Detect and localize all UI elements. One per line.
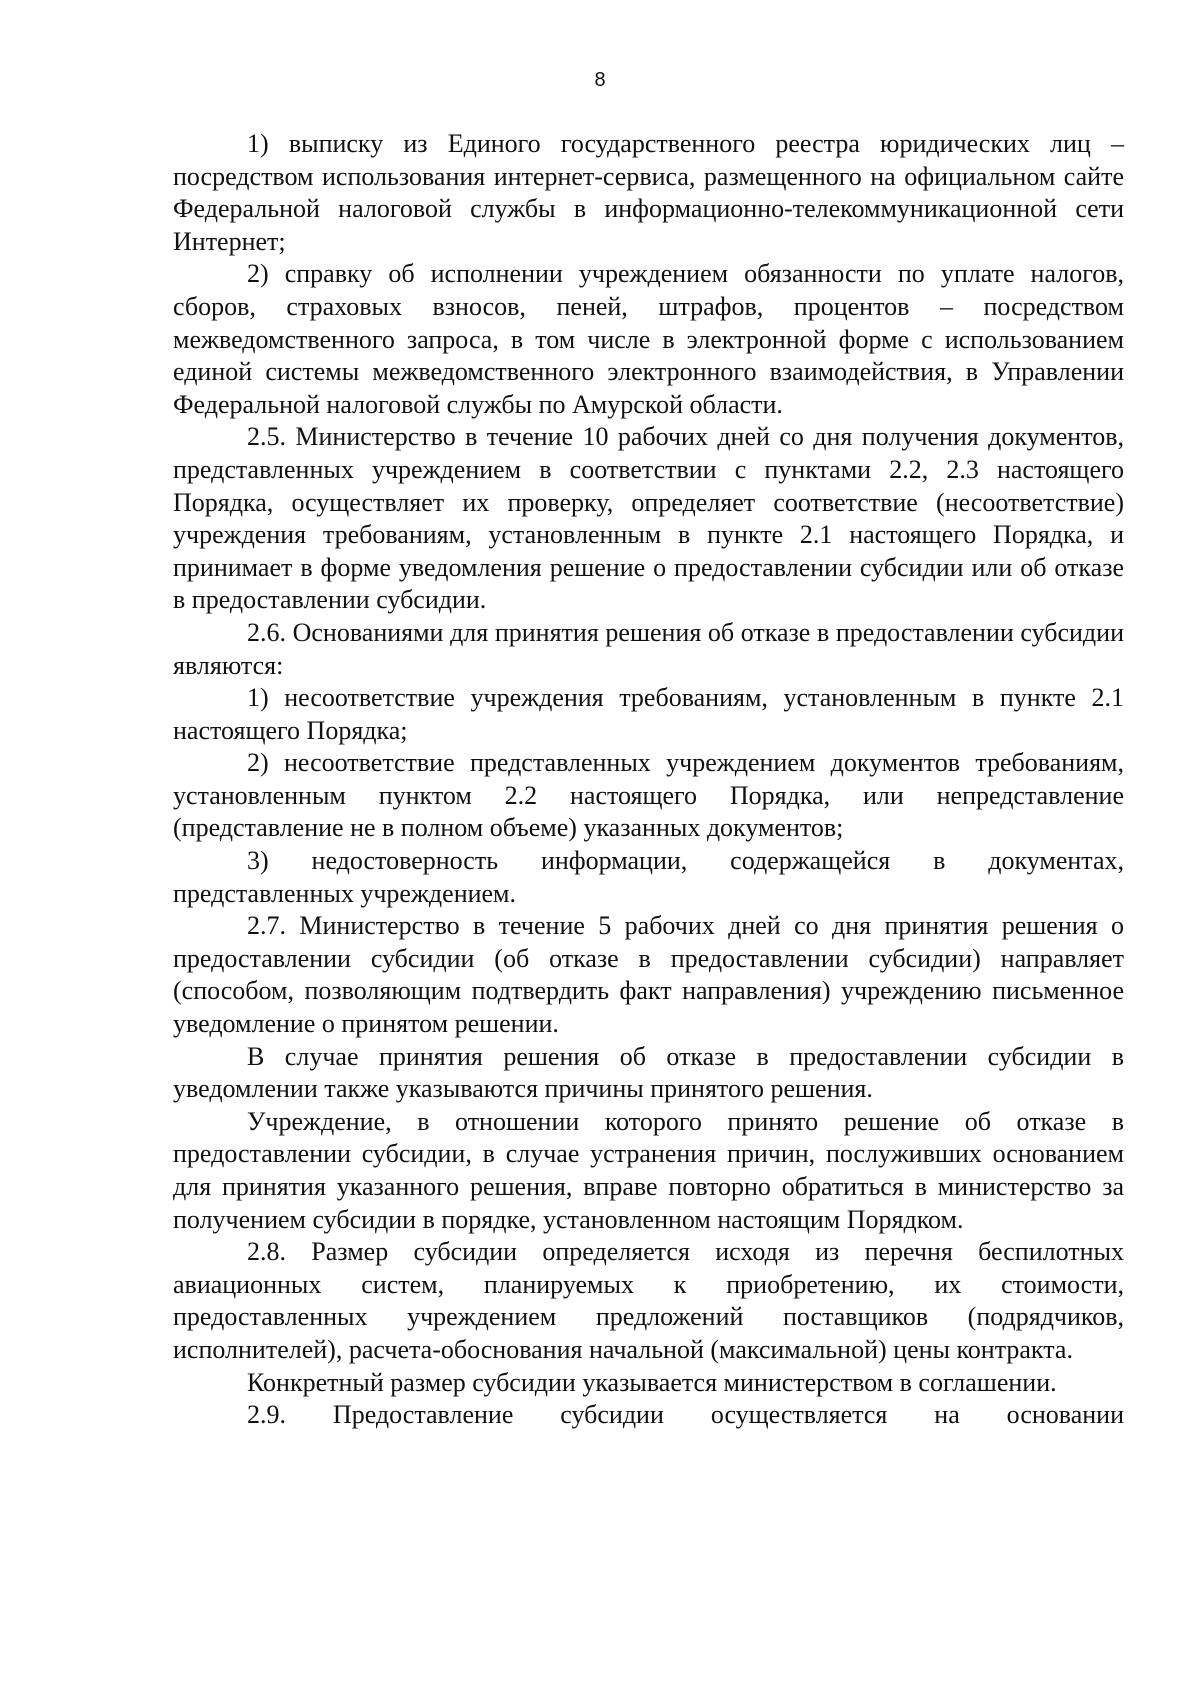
- paragraph-refusal-ground-2: 2) несоответствие представленных учреждением документов требованиям, установленным пунктом 2.2 настоящего Порядка, или непредставление (представление не в полном объеме) указанных документов;: [173, 748, 1124, 843]
- paragraph-2-7: 2.7. Министерство в течение 5 рабочих дней со дня принятия решения о предоставлении субсидии (об отказе в предоставлении субсидии) направляет (способом, позволяющим подтвердить факт направления) учреждению письменное уведомление о принятом решении.: [173, 911, 1124, 1039]
- paragraph-2-8: 2.8. Размер субсидии определяется исходя из перечня беспилотных авиационных систем, планируемых к приобретению, их стоимости, предоставленных учреждением предложений поставщиков (подрядчиков, исполнителей), расчета-обоснования начальной (максимальной) цены контракта.: [173, 1237, 1124, 1364]
- paragraph-reapplication: Учреждение, в отношении которого принято решение об отказе в предоставлении субсидии, в случае устранения причин, послуживших основанием для принятия указанного решения, вправе повторно обратиться в министерство за получением субсидии в порядке, установленном настоящим Порядком.: [173, 1106, 1124, 1234]
- paragraph-2-5: 2.5. Министерство в течение 10 рабочих дней со дня получения документов, представленных учреждением в соответствии с пунктами 2.2, 2.3 настоящего Порядка, осуществляет их проверку, определяет соответствие (несоответствие) учреждения требованиям, установленным в пункте 2.1 настоящего Порядка, и принимает в форме уведомления решение о предоставлении субсидии или об отказе в предоставлении субсидии.: [173, 422, 1124, 615]
- paragraph-refusal-ground-3: 3) недостоверность информации, содержащейся в документах, представленных учреждением.: [173, 846, 1124, 908]
- paragraph-2-6: 2.6. Основаниями для принятия решения об отказе в предоставлении субсидии являются:: [173, 617, 1124, 680]
- paragraph-refusal-reasons: В случае принятия решения об отказе в предоставлении субсидии в уведомлении также указываются причины принятого решения.: [173, 1041, 1124, 1104]
- paragraph-subsidy-amount: Конкретный размер субсидии указывается министерством в соглашении.: [247, 1367, 1057, 1397]
- paragraph-refusal-ground-1: 1) несоответствие учреждения требованиям, установленным в пункте 2.1 настоящего Порядка;: [173, 683, 1124, 745]
- paragraph-tax-certificate: 2) справку об исполнении учреждением обязанности по уплате налогов, сборов, страховых взносов, пеней, штрафов, процентов – посредством межведомственного запроса, в том числе в электронной форме с использованием единой системы межведомственного электронного взаимодействия, в Управлении Федеральной налоговой службы по Амурской области.: [173, 259, 1124, 419]
- document-body: [173, 128, 1124, 1432]
- paragraph-2-9: 2.9. Предоставление субсидии осуществляется на основании: [247, 1400, 1124, 1430]
- page-number: 8: [594, 69, 606, 91]
- paragraph-egrul-extract: 1) выписку из Единого государственного реестра юридических лиц – посредством использования интернет-сервиса, размещенного на официальном сайте Федеральной налоговой службы в информационно-телекоммуникационной сети Интернет;: [173, 129, 1124, 256]
